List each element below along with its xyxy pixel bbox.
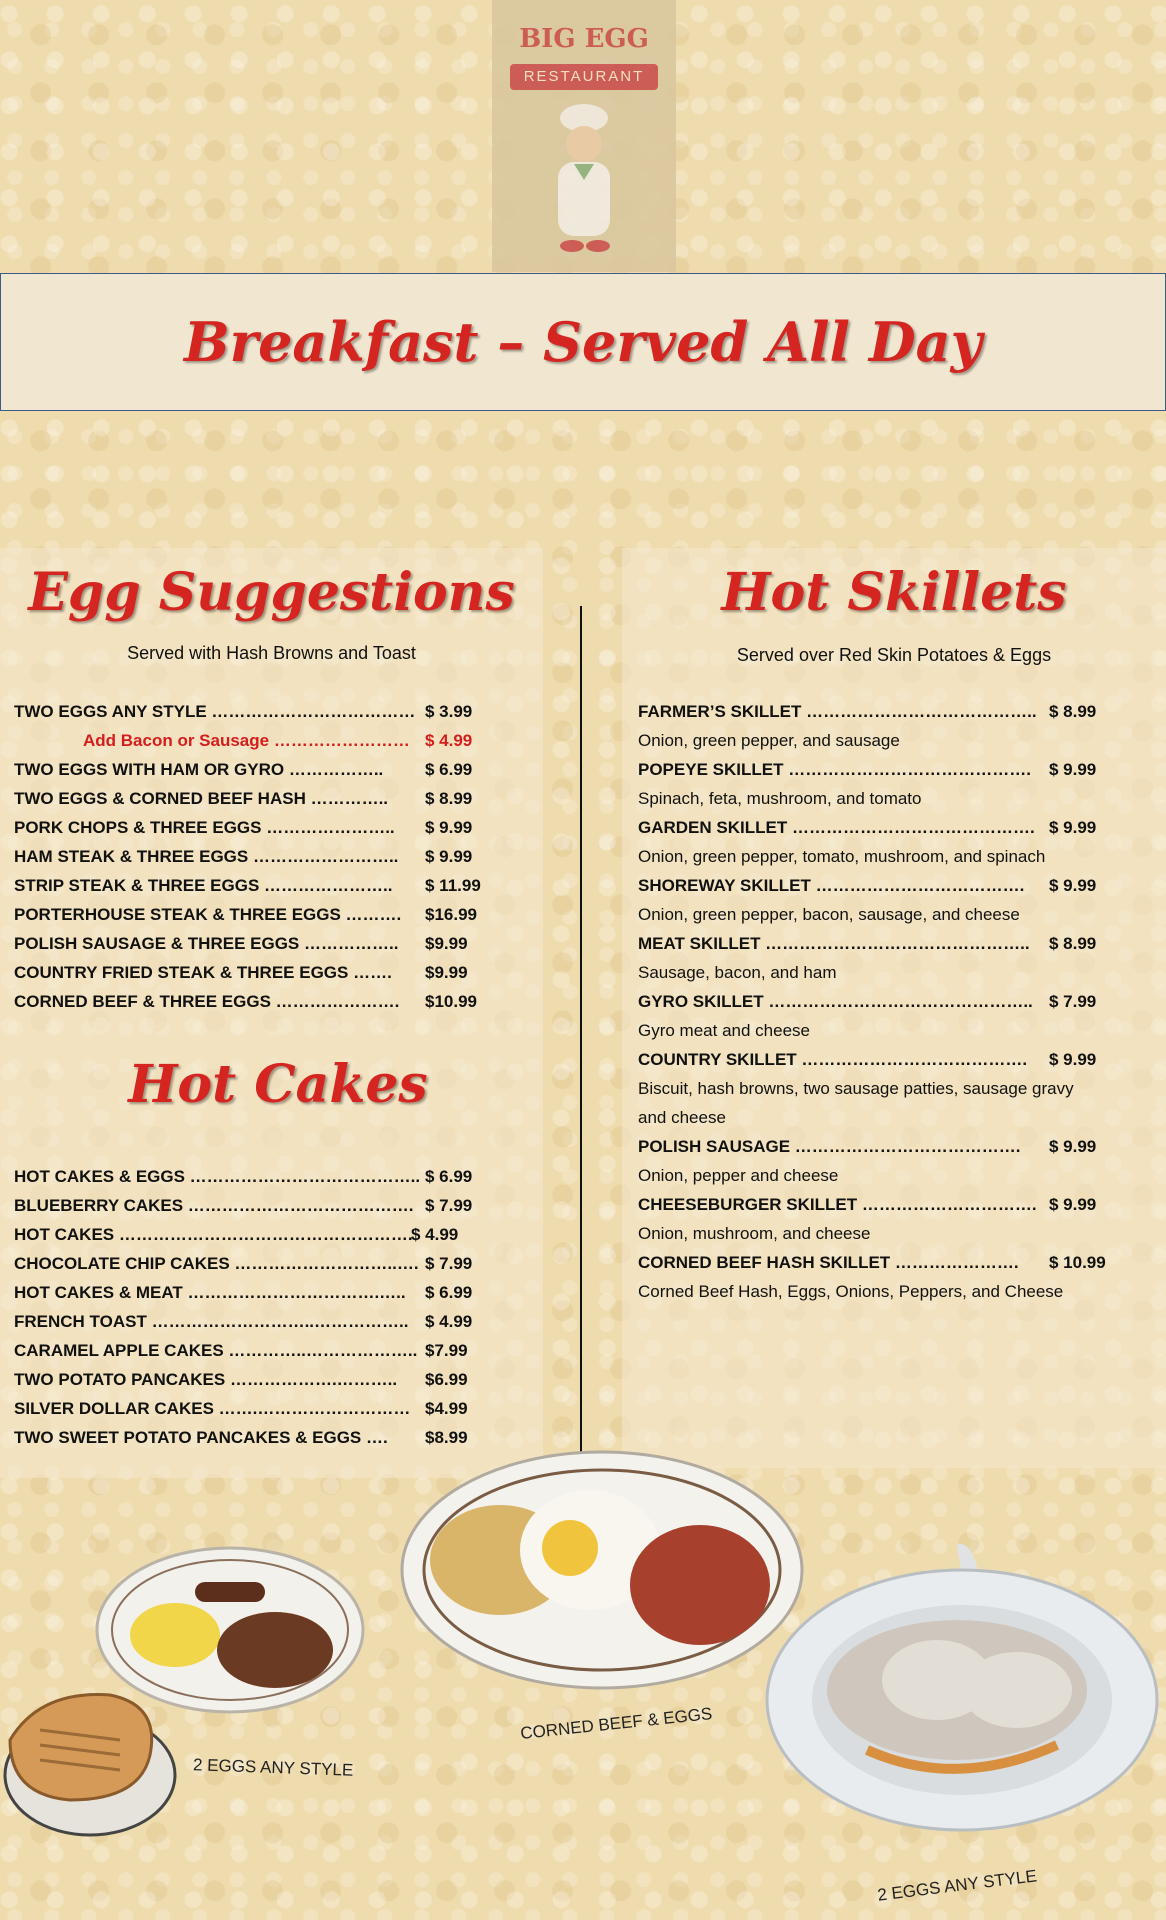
banner-title: Breakfast – Served All Day bbox=[183, 310, 983, 374]
menu-item-price: $ 8.99 bbox=[1049, 934, 1097, 953]
menu-item-name: CARAMEL APPLE CAKES …………..……………….. bbox=[14, 1341, 418, 1360]
restaurant-logo bbox=[492, 0, 676, 272]
menu-item-name: TWO EGGS & CORNED BEEF HASH ………….. bbox=[14, 789, 389, 808]
hot-skillets-title: Hot Skillets bbox=[721, 562, 1067, 623]
menu-item-price: $4.99 bbox=[425, 1399, 468, 1418]
breakfast-banner bbox=[0, 273, 1166, 411]
menu-item-description: Corned Beef Hash, Eggs, Onions, Peppers, and Cheese bbox=[638, 1282, 1064, 1301]
menu-item-price: $ 9.99 bbox=[1049, 760, 1097, 779]
menu-item-price: $9.99 bbox=[425, 963, 468, 982]
menu-item-name: GARDEN SKILLET ……………………………………. bbox=[638, 818, 1035, 837]
menu-item-price: $ 7.99 bbox=[425, 1254, 473, 1273]
menu-item-price: $ 9.99 bbox=[1049, 876, 1097, 895]
menu-item-name: CHOCOLATE CHIP CAKES ………………………..…. bbox=[14, 1254, 419, 1273]
menu-item-name: GYRO SKILLET ……………………………………….. bbox=[638, 992, 1033, 1011]
menu-item-price: $ 6.99 bbox=[425, 1283, 473, 1302]
menu-item-name: FRENCH TOAST ………………………..…………….. bbox=[14, 1312, 409, 1331]
menu-item-description: Onion, mushroom, and cheese bbox=[638, 1224, 871, 1243]
egg-suggestions-subtitle: Served with Hash Browns and Toast bbox=[127, 643, 416, 663]
menu-item-name: CHEESEBURGER SKILLET …………………………. bbox=[638, 1195, 1037, 1214]
menu-item-name: POLISH SAUSAGE & THREE EGGS …………….. bbox=[14, 934, 399, 953]
menu-item-name: SHOREWAY SKILLET ………………………………. bbox=[638, 876, 1025, 895]
menu-item-description: Biscuit, hash browns, two sausage patties, sausage gravy bbox=[638, 1079, 1074, 1098]
menu-item-price: $ 3.99 bbox=[425, 702, 473, 721]
hot-skillets-subtitle: Served over Red Skin Potatoes & Eggs bbox=[736, 645, 1052, 665]
skillet-gravy-photo bbox=[757, 1540, 1162, 1840]
menu-item-price: $ 4.99 bbox=[425, 731, 473, 750]
menu-item-name: MEAT SKILLET ……………………………………….. bbox=[638, 934, 1030, 953]
menu-item-description: and cheese bbox=[638, 1108, 726, 1127]
menu-item-name: PORK CHOPS & THREE EGGS ………………….. bbox=[14, 818, 395, 837]
egg-suggestions-title: Egg Suggestions bbox=[28, 562, 515, 623]
menu-item-price: $ 4.99 bbox=[425, 1312, 473, 1331]
photo-caption: 2 EGGS ANY STYLE bbox=[876, 1866, 1038, 1905]
menu-item-name: TWO POTATO PANCAKES ……………….……….. bbox=[14, 1370, 398, 1389]
menu-item-name: TWO EGGS WITH HAM OR GYRO …………….. bbox=[14, 760, 384, 779]
menu-item-price: $ 9.99 bbox=[1049, 1195, 1097, 1214]
menu-item-price: $ 11.99 bbox=[425, 876, 481, 895]
column-divider bbox=[580, 606, 582, 1454]
menu-item-name: BLUEBERRY CAKES …………………………………. bbox=[14, 1196, 414, 1215]
menu-item-description: Onion, pepper and cheese bbox=[638, 1166, 839, 1185]
menu-item-price: $ 8.99 bbox=[1049, 702, 1097, 721]
menu-item-name: HOT CAKES & MEAT …………………………….….. bbox=[14, 1283, 406, 1302]
menu-item-price: $8.99 bbox=[425, 1428, 468, 1447]
menu-item-name: Add Bacon or Sausage …………………… bbox=[83, 731, 410, 750]
menu-item-price: $ 8.99 bbox=[425, 789, 473, 808]
menu-item-name: CORNED BEEF & THREE EGGS …………………. bbox=[14, 992, 400, 1011]
menu-item-price: $ 6.99 bbox=[425, 1167, 473, 1186]
menu-item-price: $ 7.99 bbox=[1049, 992, 1097, 1011]
egg-suggestions-panel bbox=[0, 548, 543, 1478]
menu-item-price: $ 9.99 bbox=[1049, 1050, 1097, 1069]
menu-item-name: POPEYE SKILLET ……………………………………. bbox=[638, 760, 1031, 779]
menu-item-name: HOT CAKES ……………………………………………. bbox=[14, 1225, 413, 1244]
menu-item-price: $6.99 bbox=[425, 1370, 468, 1389]
menu-item-price: $10.99 bbox=[425, 992, 477, 1011]
menu-item-name: COUNTRY FRIED STEAK & THREE EGGS ……. bbox=[14, 963, 392, 982]
menu-item-description: Sausage, bacon, and ham bbox=[638, 963, 837, 982]
menu-item-price: $ 4.99 bbox=[411, 1225, 459, 1244]
menu-item-price: $ 7.99 bbox=[425, 1196, 473, 1215]
menu-item-name: FARMER’S SKILLET ………………………………….. bbox=[638, 702, 1037, 721]
menu-item-price: $ 9.99 bbox=[425, 847, 473, 866]
menu-item-description: Onion, green pepper, tomato, mushroom, and spinach bbox=[638, 847, 1046, 866]
menu-item-price: $ 9.99 bbox=[425, 818, 473, 837]
menu-item-name: TWO EGGS ANY STYLE ……………………………… bbox=[14, 702, 416, 721]
menu-item-price: $ 10.99 bbox=[1049, 1253, 1106, 1272]
photo-caption: CORNED BEEF & EGGS bbox=[519, 1703, 714, 1744]
logo-name: BIG EGG bbox=[519, 24, 649, 54]
menu-item-name: POLISH SAUSAGE …………………………………. bbox=[638, 1137, 1021, 1156]
eggs-plate-photo bbox=[0, 1540, 380, 1920]
menu-item-name: STRIP STEAK & THREE EGGS ………………….. bbox=[14, 876, 393, 895]
menu-item-name: CORNED BEEF HASH SKILLET …………………. bbox=[638, 1253, 1019, 1272]
menu-item-name: HAM STEAK & THREE EGGS …………………….. bbox=[14, 847, 399, 866]
menu-item-price: $ 6.99 bbox=[425, 760, 473, 779]
chef-illustration bbox=[544, 100, 624, 260]
menu-item-description: Onion, green pepper, and sausage bbox=[638, 731, 900, 750]
menu-item-name: TWO SWEET POTATO PANCAKES & EGGS …. bbox=[14, 1428, 388, 1447]
menu-item-price: $ 9.99 bbox=[1049, 1137, 1097, 1156]
menu-item-price: $9.99 bbox=[425, 934, 468, 953]
menu-item-description: Gyro meat and cheese bbox=[638, 1021, 810, 1040]
menu-item-name: PORTERHOUSE STEAK & THREE EGGS ………. bbox=[14, 905, 402, 924]
hot-cakes-title: Hot Cakes bbox=[128, 1054, 428, 1115]
menu-item-name: COUNTRY SKILLET …………………………………. bbox=[638, 1050, 1028, 1069]
menu-item-name: HOT CAKES & EGGS ………………………………….. bbox=[14, 1167, 421, 1186]
logo-banner: RESTAURANT bbox=[510, 64, 658, 90]
menu-item-name: SILVER DOLLAR CAKES …….……………………… bbox=[14, 1399, 411, 1418]
menu-item-price: $ 9.99 bbox=[1049, 818, 1097, 837]
menu-item-price: $7.99 bbox=[425, 1341, 468, 1360]
menu-item-description: Spinach, feta, mushroom, and tomato bbox=[638, 789, 922, 808]
menu-item-description: Onion, green pepper, bacon, sausage, and cheese bbox=[638, 905, 1020, 924]
menu-item-price: $16.99 bbox=[425, 905, 477, 924]
corned-beef-eggs-photo bbox=[400, 1450, 805, 1695]
photo-caption: 2 EGGS ANY STYLE bbox=[192, 1755, 354, 1780]
